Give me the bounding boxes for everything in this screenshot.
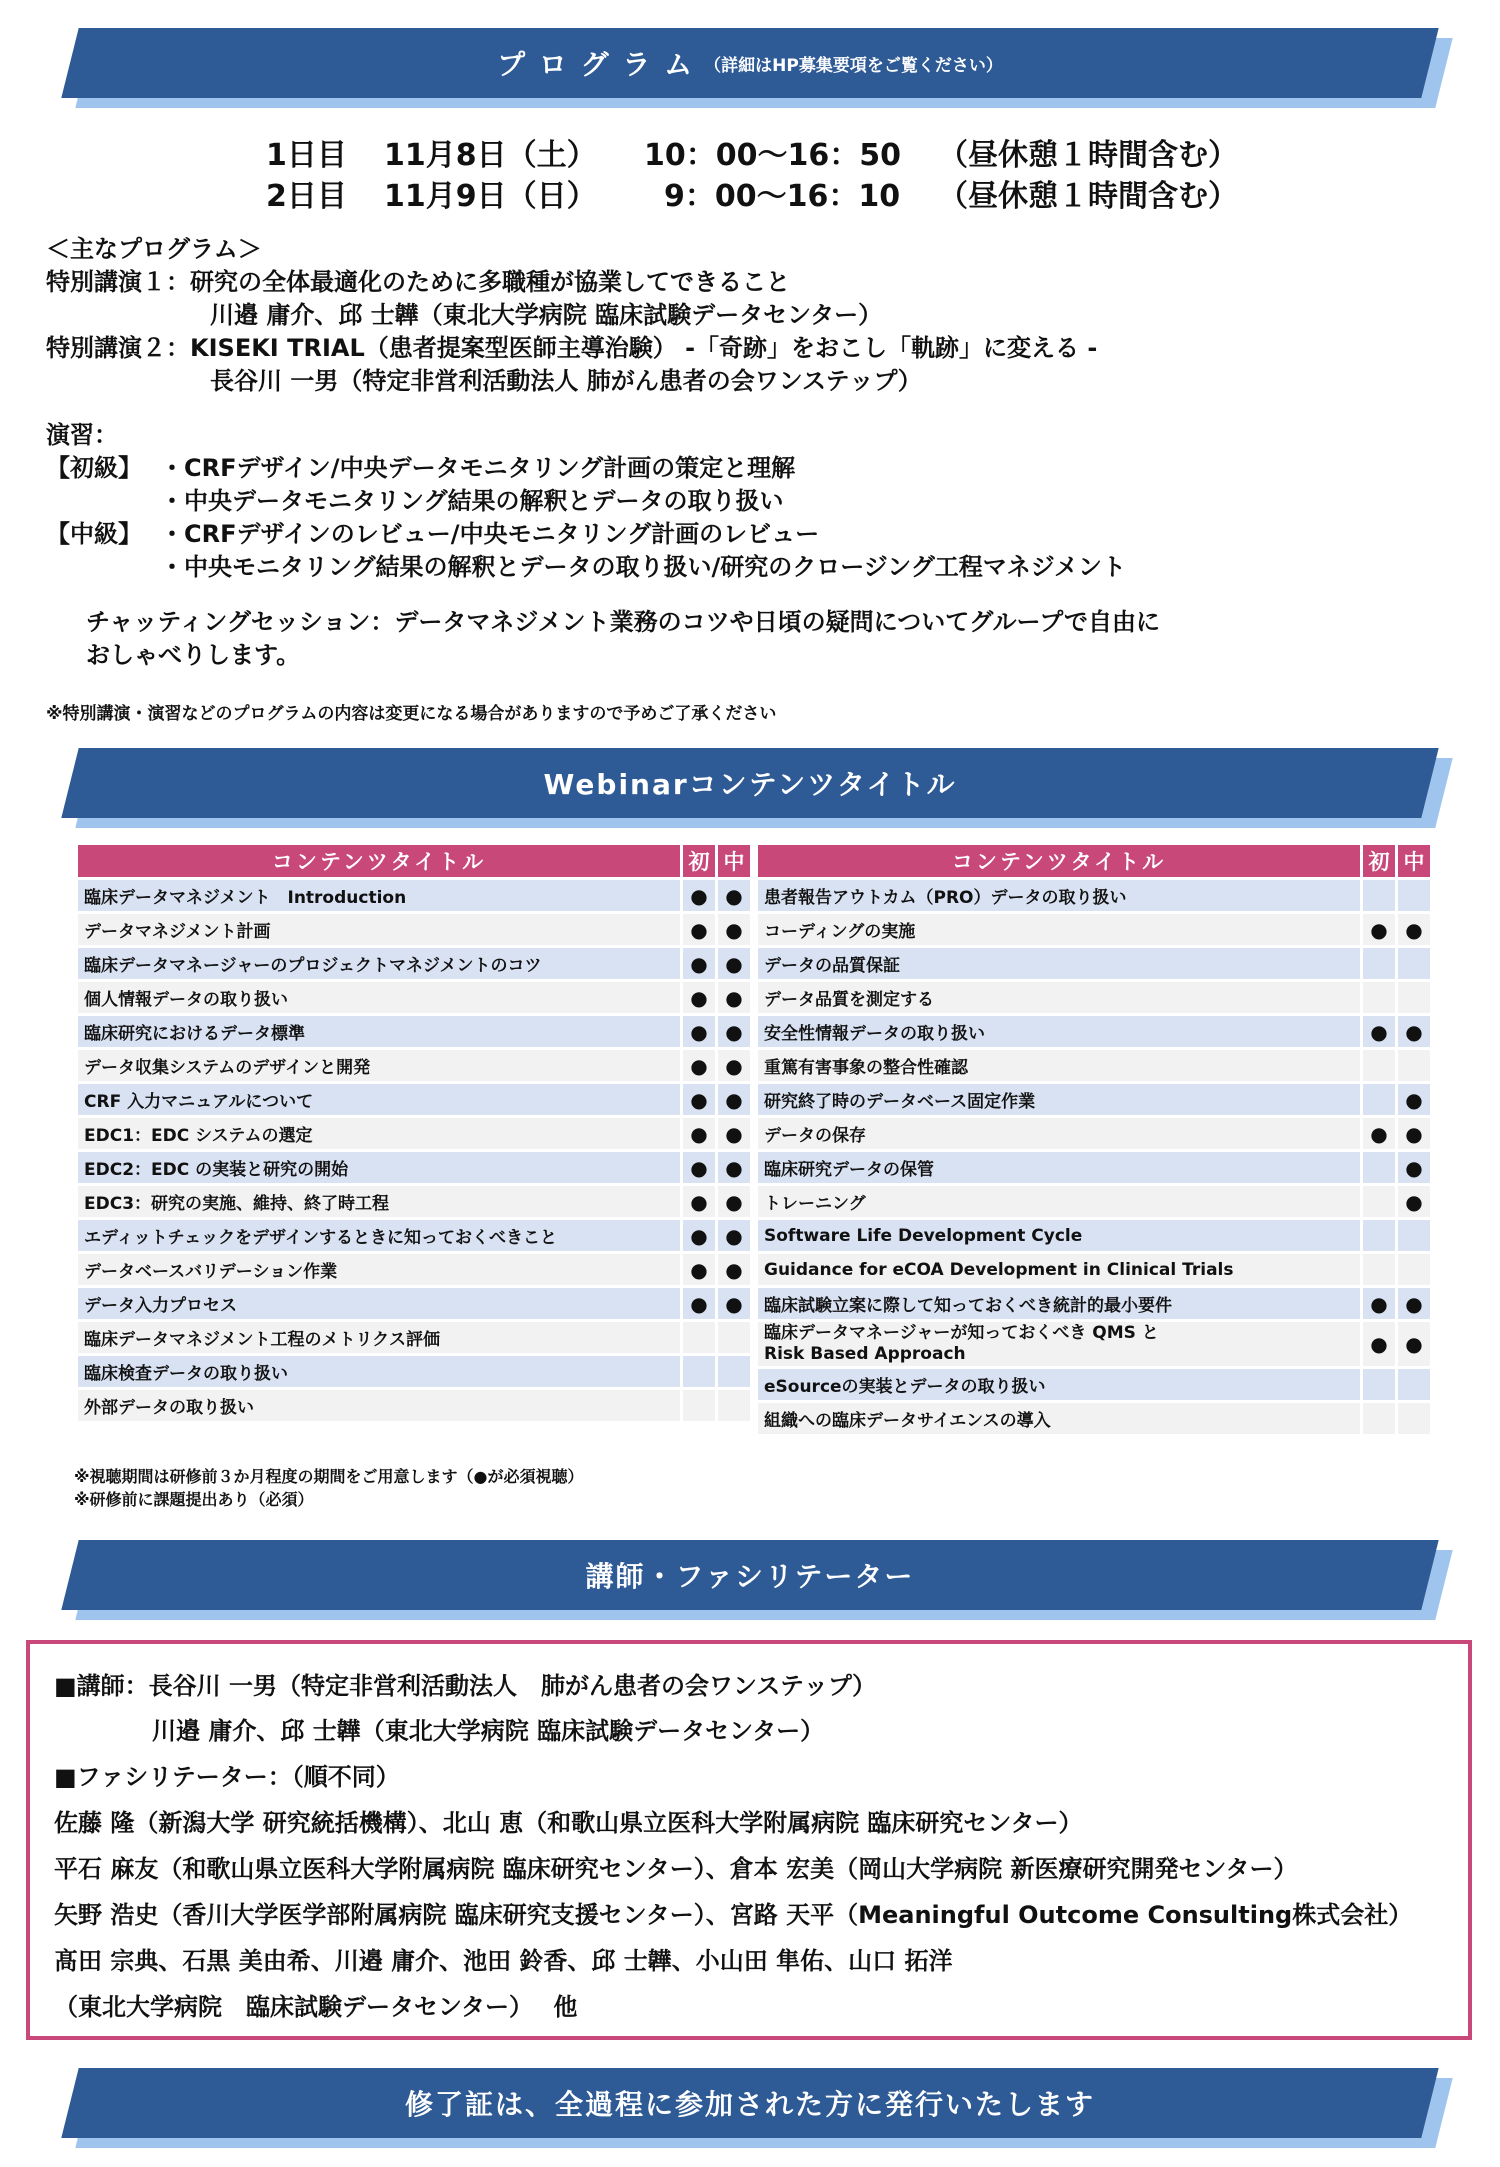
intermediate-mark: ● [715, 982, 750, 1013]
table-row [758, 1050, 1430, 1081]
content-title-text: コーディングの実施 [764, 922, 916, 942]
content-title [758, 1288, 1360, 1319]
table-row [758, 1016, 1430, 1047]
beginner-mark: ● [680, 1220, 715, 1251]
content-title [78, 1186, 680, 1217]
facilitator-heading: ■ファシリテーター：（順不同） [54, 1763, 400, 1791]
intermediate-mark: ● [1395, 1152, 1430, 1183]
instructors-banner [70, 1540, 1430, 1610]
content-title [758, 1152, 1360, 1183]
contents-table-left [78, 842, 750, 1424]
intermediate-mark: ● [715, 1288, 750, 1319]
content-title-text: Guidance for eCOA Development in Clinical Trials [764, 1259, 1234, 1280]
intermediate-mark: ● [1395, 914, 1430, 945]
content-title [758, 948, 1360, 979]
special-lecture-2 [46, 332, 1097, 365]
content-title-text: エディットチェックをデザインするときに知っておくべきこと [84, 1228, 557, 1248]
content-title [78, 1118, 680, 1149]
beginner-mark [680, 1390, 715, 1421]
table-row [758, 1186, 1430, 1217]
col-intermediate-header: 中 [715, 845, 750, 877]
exercise-heading: 演習： [46, 421, 118, 449]
content-title [758, 1254, 1360, 1285]
col-title-header: コンテンツタイトル [758, 845, 1360, 877]
content-title-text: EDC3：研究の実施、維持、終了時工程 [84, 1194, 390, 1214]
table-row [758, 1322, 1430, 1366]
intermediate-mark: ● [715, 948, 750, 979]
facilitator-line-3: 矢野 浩史（香川大学医学部附属病院 臨床研究支援センター）、宮路 天平（Meaningful Outcome Consulting株式会社） [54, 1901, 1413, 1929]
content-title [758, 1322, 1360, 1366]
beginner-mark: ● [680, 1050, 715, 1081]
content-title [758, 1016, 1360, 1047]
intermediate-mark [1395, 1403, 1430, 1434]
beginner-mark: ● [680, 1186, 715, 1217]
table-row [78, 1254, 750, 1285]
table-row [78, 948, 750, 979]
beginner-item-1: ・CRFデザイン/中央データモニタリング計画の策定と理解 [160, 454, 796, 482]
certificate-banner-text: 修了証は、全過程に参加された方に発行いたします [404, 2088, 1095, 2121]
content-title [78, 1152, 680, 1183]
beginner-mark [1360, 1152, 1395, 1183]
content-title-text: EDC2：EDC の実装と研究の開始 [84, 1160, 349, 1180]
program-banner [70, 28, 1430, 98]
intermediate-mark [1395, 1220, 1430, 1251]
beginner-mark: ● [680, 880, 715, 911]
beginner-mark [1360, 982, 1395, 1013]
intermediate-mark [1395, 1050, 1430, 1081]
lecturer-line: ■講師：長谷川 一男（特定非営利活動法人 肺がん患者の会ワンステップ） [54, 1672, 877, 1700]
content-title [758, 1084, 1360, 1115]
beginner-mark [680, 1356, 715, 1387]
chatting-session-line-2: おしゃべりします。 [86, 641, 301, 669]
content-title [78, 1220, 680, 1251]
content-title [78, 982, 680, 1013]
intermediate-mark: ● [715, 1220, 750, 1251]
content-title-text: 臨床研究データの保管 [764, 1160, 934, 1180]
beginner-mark [1360, 880, 1395, 911]
intermediate-mark: ● [715, 1152, 750, 1183]
intermediate-mark: ● [715, 1186, 750, 1217]
content-title [758, 1050, 1360, 1081]
content-title-text: 臨床研究におけるデータ標準 [84, 1024, 305, 1044]
content-title [78, 1322, 680, 1353]
beginner-mark: ● [1360, 1322, 1395, 1366]
beginner-mark: ● [680, 982, 715, 1013]
beginner-label: 【初級】 [46, 454, 142, 482]
intermediate-mark: ● [715, 1016, 750, 1047]
beginner-mark [1360, 948, 1395, 979]
beginner-mark: ● [1360, 1016, 1395, 1047]
content-title [78, 1084, 680, 1115]
content-title-text: データの保存 [764, 1126, 866, 1146]
intermediate-mark [715, 1356, 750, 1387]
table-row [758, 1118, 1430, 1149]
table-row [78, 1356, 750, 1387]
beginner-mark: ● [680, 948, 715, 979]
contents-table-right [758, 842, 1430, 1437]
content-title-text: 臨床データマネジメント工程のメトリクス評価 [84, 1330, 440, 1350]
facilitator-line-2: 平石 麻友（和歌山県立医科大学附属病院 臨床研究センター）、倉本 宏美（岡山大学病院 新医療研究開発センター） [54, 1855, 1298, 1883]
table-row [78, 1050, 750, 1081]
intermediate-mark: ● [715, 914, 750, 945]
beginner-mark: ● [680, 1254, 715, 1285]
beginner-mark [1360, 1403, 1395, 1434]
intermediate-mark [1395, 1254, 1430, 1285]
content-title-text: データの品質保証 [764, 956, 900, 976]
content-title-text: 患者報告アウトカム（PRO）データの取り扱い [764, 888, 1127, 908]
intermediate-mark: ● [1395, 1084, 1430, 1115]
content-title-text: データマネジメント計画 [84, 922, 271, 942]
content-title-text: 臨床データマネジメント Introduction [84, 888, 407, 908]
special-lecture-2-label: 特別講演２： [46, 334, 190, 362]
content-title [758, 1369, 1360, 1400]
content-title-text: 臨床試験立案に際して知っておくべき統計的最小要件 [764, 1296, 1172, 1316]
content-title [78, 948, 680, 979]
content-title-text: データ収集システムのデザインと開発 [84, 1058, 371, 1078]
program-heading: ＜主なプログラム＞ [46, 235, 262, 263]
table-row [758, 1369, 1430, 1400]
content-title-text: 安全性情報データの取り扱い [764, 1024, 985, 1044]
special-lecture-1-speakers: 川邉 庸介、邱 士韡（東北大学病院 臨床試験データセンター） [210, 301, 883, 329]
content-title-text: Software Life Development Cycle [764, 1225, 1083, 1246]
beginner-mark [1360, 1369, 1395, 1400]
beginner-mark: ● [680, 914, 715, 945]
staff-box [26, 1640, 1472, 2040]
content-title-text: CRF 入力マニュアルについて [84, 1092, 314, 1112]
special-lecture-2-speakers: 長谷川 一男（特定非営利活動法人 肺がん患者の会ワンステップ） [210, 367, 922, 395]
intermediate-mark: ● [715, 1084, 750, 1115]
intermediate-mark [1395, 982, 1430, 1013]
content-title [78, 1050, 680, 1081]
table-row [758, 1220, 1430, 1251]
program-footnote: ※特別講演・演習などのプログラムの内容は変更になる場合がありますので予めご了承ください [46, 704, 777, 724]
intermediate-mark [1395, 948, 1430, 979]
content-title [78, 914, 680, 945]
content-title-text: トレーニング [764, 1194, 866, 1214]
lecturer-line-2: 川邉 庸介、邱 士韡（東北大学病院 臨床試験データセンター） [152, 1717, 825, 1745]
col-intermediate-header: 中 [1395, 845, 1430, 877]
intermediate-mark: ● [715, 880, 750, 911]
content-title [758, 914, 1360, 945]
col-beginner-header: 初 [680, 845, 715, 877]
content-title-text: 個人情報データの取り扱い [84, 990, 288, 1010]
beginner-mark: ● [1360, 914, 1395, 945]
intermediate-item-2: ・中央モニタリング結果の解釈とデータの取り扱い/研究のクロージング工程マネジメント [160, 553, 1127, 581]
table-row [758, 1403, 1430, 1434]
table-row [758, 982, 1430, 1013]
table-row [78, 982, 750, 1013]
intermediate-mark: ● [715, 1118, 750, 1149]
table-row [78, 1084, 750, 1115]
table-row [78, 1016, 750, 1047]
table-row [758, 1084, 1430, 1115]
program-banner-title: プ ロ グ ラ ム [497, 48, 695, 81]
special-lecture-1-title: 研究の全体最適化のために多職種が協業してできること [190, 268, 790, 296]
content-title [758, 1118, 1360, 1149]
beginner-mark: ● [680, 1016, 715, 1047]
content-title [78, 1288, 680, 1319]
content-title-text: 重篤有害事象の整合性確認 [764, 1058, 968, 1078]
table-row [758, 1152, 1430, 1183]
col-title-header: コンテンツタイトル [78, 845, 680, 877]
table-row [78, 1288, 750, 1319]
chatting-session-line-1: チャッティングセッション：データマネジメント業務のコツや日頃の疑問についてグループで自由に [86, 608, 1160, 636]
table-row [78, 1390, 750, 1421]
certificate-banner [70, 2068, 1430, 2138]
content-title-text: 組織への臨床データサイエンスの導入 [764, 1411, 1051, 1431]
content-title-text: 臨床検査データの取り扱い [84, 1364, 288, 1384]
intermediate-label: 【中級】 [46, 520, 142, 548]
content-title-text: 外部データの取り扱い [84, 1398, 254, 1418]
beginner-mark: ● [1360, 1118, 1395, 1149]
table-row [758, 1288, 1430, 1319]
beginner-mark [1360, 1050, 1395, 1081]
table-note-1: ※視聴期間は研修前３か月程度の期間をご用意します（●が必須視聴） [74, 1467, 584, 1486]
intermediate-mark [715, 1390, 750, 1421]
beginner-mark: ● [680, 1084, 715, 1115]
content-title-text: eSourceの実装とデータの取り扱い [764, 1377, 1046, 1397]
content-title-text: 研究終了時のデータベース固定作業 [764, 1092, 1036, 1112]
intermediate-mark: ● [1395, 1322, 1430, 1366]
intermediate-item-1: ・CRFデザインのレビュー/中央モニタリング計画のレビュー [160, 520, 820, 548]
intermediate-mark [1395, 1369, 1430, 1400]
beginner-mark [1360, 1254, 1395, 1285]
instructors-banner-title: 講師・ファシリテーター [585, 1560, 915, 1593]
content-title [78, 880, 680, 911]
facilitator-line-5: （東北大学病院 臨床試験データセンター） 他 [54, 1993, 578, 2021]
content-title [78, 1390, 680, 1421]
beginner-mark: ● [680, 1288, 715, 1319]
table-row [758, 880, 1430, 911]
schedule-note: （昼休憩１時間含む） [938, 179, 1238, 214]
special-lecture-1-label: 特別講演１： [46, 268, 190, 296]
content-title-text: 臨床データマネージャーが知っておくべき QMS と [764, 1323, 1159, 1343]
schedule-time: 10：00～16：50 [644, 138, 901, 173]
content-title-text-2: Risk Based Approach [764, 1344, 966, 1364]
table-row [758, 1254, 1430, 1285]
content-title [758, 880, 1360, 911]
beginner-item-2: ・中央データモニタリング結果の解釈とデータの取り扱い [160, 487, 784, 515]
schedule-time: 9：00～16：10 [664, 179, 901, 214]
table-row [78, 880, 750, 911]
program-banner-subtitle: （詳細はHP募集要項をご覧ください） [704, 55, 1003, 76]
beginner-mark: ● [680, 1118, 715, 1149]
intermediate-mark: ● [1395, 1186, 1430, 1217]
beginner-mark [1360, 1186, 1395, 1217]
content-title-text: 臨床データマネージャーのプロジェクトマネジメントのコツ [84, 956, 542, 976]
beginner-mark [680, 1322, 715, 1353]
schedule-note: （昼休憩１時間含む） [938, 138, 1238, 173]
content-title-text: データベースバリデーション作業 [84, 1262, 338, 1282]
beginner-mark: ● [680, 1152, 715, 1183]
table-row [78, 1186, 750, 1217]
content-title [758, 1220, 1360, 1251]
facilitator-line-1: 佐藤 隆（新潟大学 研究統括機構）、北山 恵（和歌山県立医科大学附属病院 臨床研究センター） [54, 1809, 1083, 1837]
content-title [78, 1356, 680, 1387]
content-title [78, 1016, 680, 1047]
content-title [78, 1254, 680, 1285]
table-row [758, 914, 1430, 945]
table-row [78, 1152, 750, 1183]
schedule-day: 2日目 [266, 179, 347, 214]
webinar-banner [70, 748, 1430, 818]
special-lecture-2-title: KISEKI TRIAL（患者提案型医師主導治験） -「奇跡」をおこし「軌跡」に変える - [190, 334, 1098, 362]
facilitator-line-4: 髙田 宗典、石黒 美由希、川邉 庸介、池田 鈴香、邱 士韡、小山田 隼佑、山口 拓洋 [54, 1947, 953, 1975]
schedule-date: 11月9日（日） [384, 179, 597, 214]
table-row [78, 914, 750, 945]
content-title-text: データ入力プロセス [84, 1296, 237, 1316]
content-title [758, 1403, 1360, 1434]
intermediate-mark: ● [1395, 1016, 1430, 1047]
schedule-day: 1日目 [266, 138, 347, 173]
content-title-text: データ品質を測定する [764, 990, 934, 1010]
intermediate-mark [1395, 880, 1430, 911]
col-beginner-header: 初 [1360, 845, 1395, 877]
table-row [78, 1118, 750, 1149]
beginner-mark [1360, 1084, 1395, 1115]
content-title [758, 982, 1360, 1013]
intermediate-mark: ● [715, 1254, 750, 1285]
intermediate-mark [715, 1322, 750, 1353]
content-title-text: EDC1：EDC システムの選定 [84, 1126, 313, 1146]
intermediate-mark: ● [1395, 1288, 1430, 1319]
intermediate-mark: ● [1395, 1118, 1430, 1149]
table-row [758, 948, 1430, 979]
content-title [758, 1186, 1360, 1217]
schedule-date: 11月8日（土） [384, 138, 597, 173]
intermediate-mark: ● [715, 1050, 750, 1081]
table-row [78, 1322, 750, 1353]
beginner-mark [1360, 1220, 1395, 1251]
special-lecture-1 [46, 266, 790, 299]
table-note-2: ※研修前に課題提出あり（必須） [74, 1490, 314, 1509]
beginner-mark: ● [1360, 1288, 1395, 1319]
webinar-banner-title: Webinarコンテンツタイトル [543, 768, 957, 801]
table-row [78, 1220, 750, 1251]
